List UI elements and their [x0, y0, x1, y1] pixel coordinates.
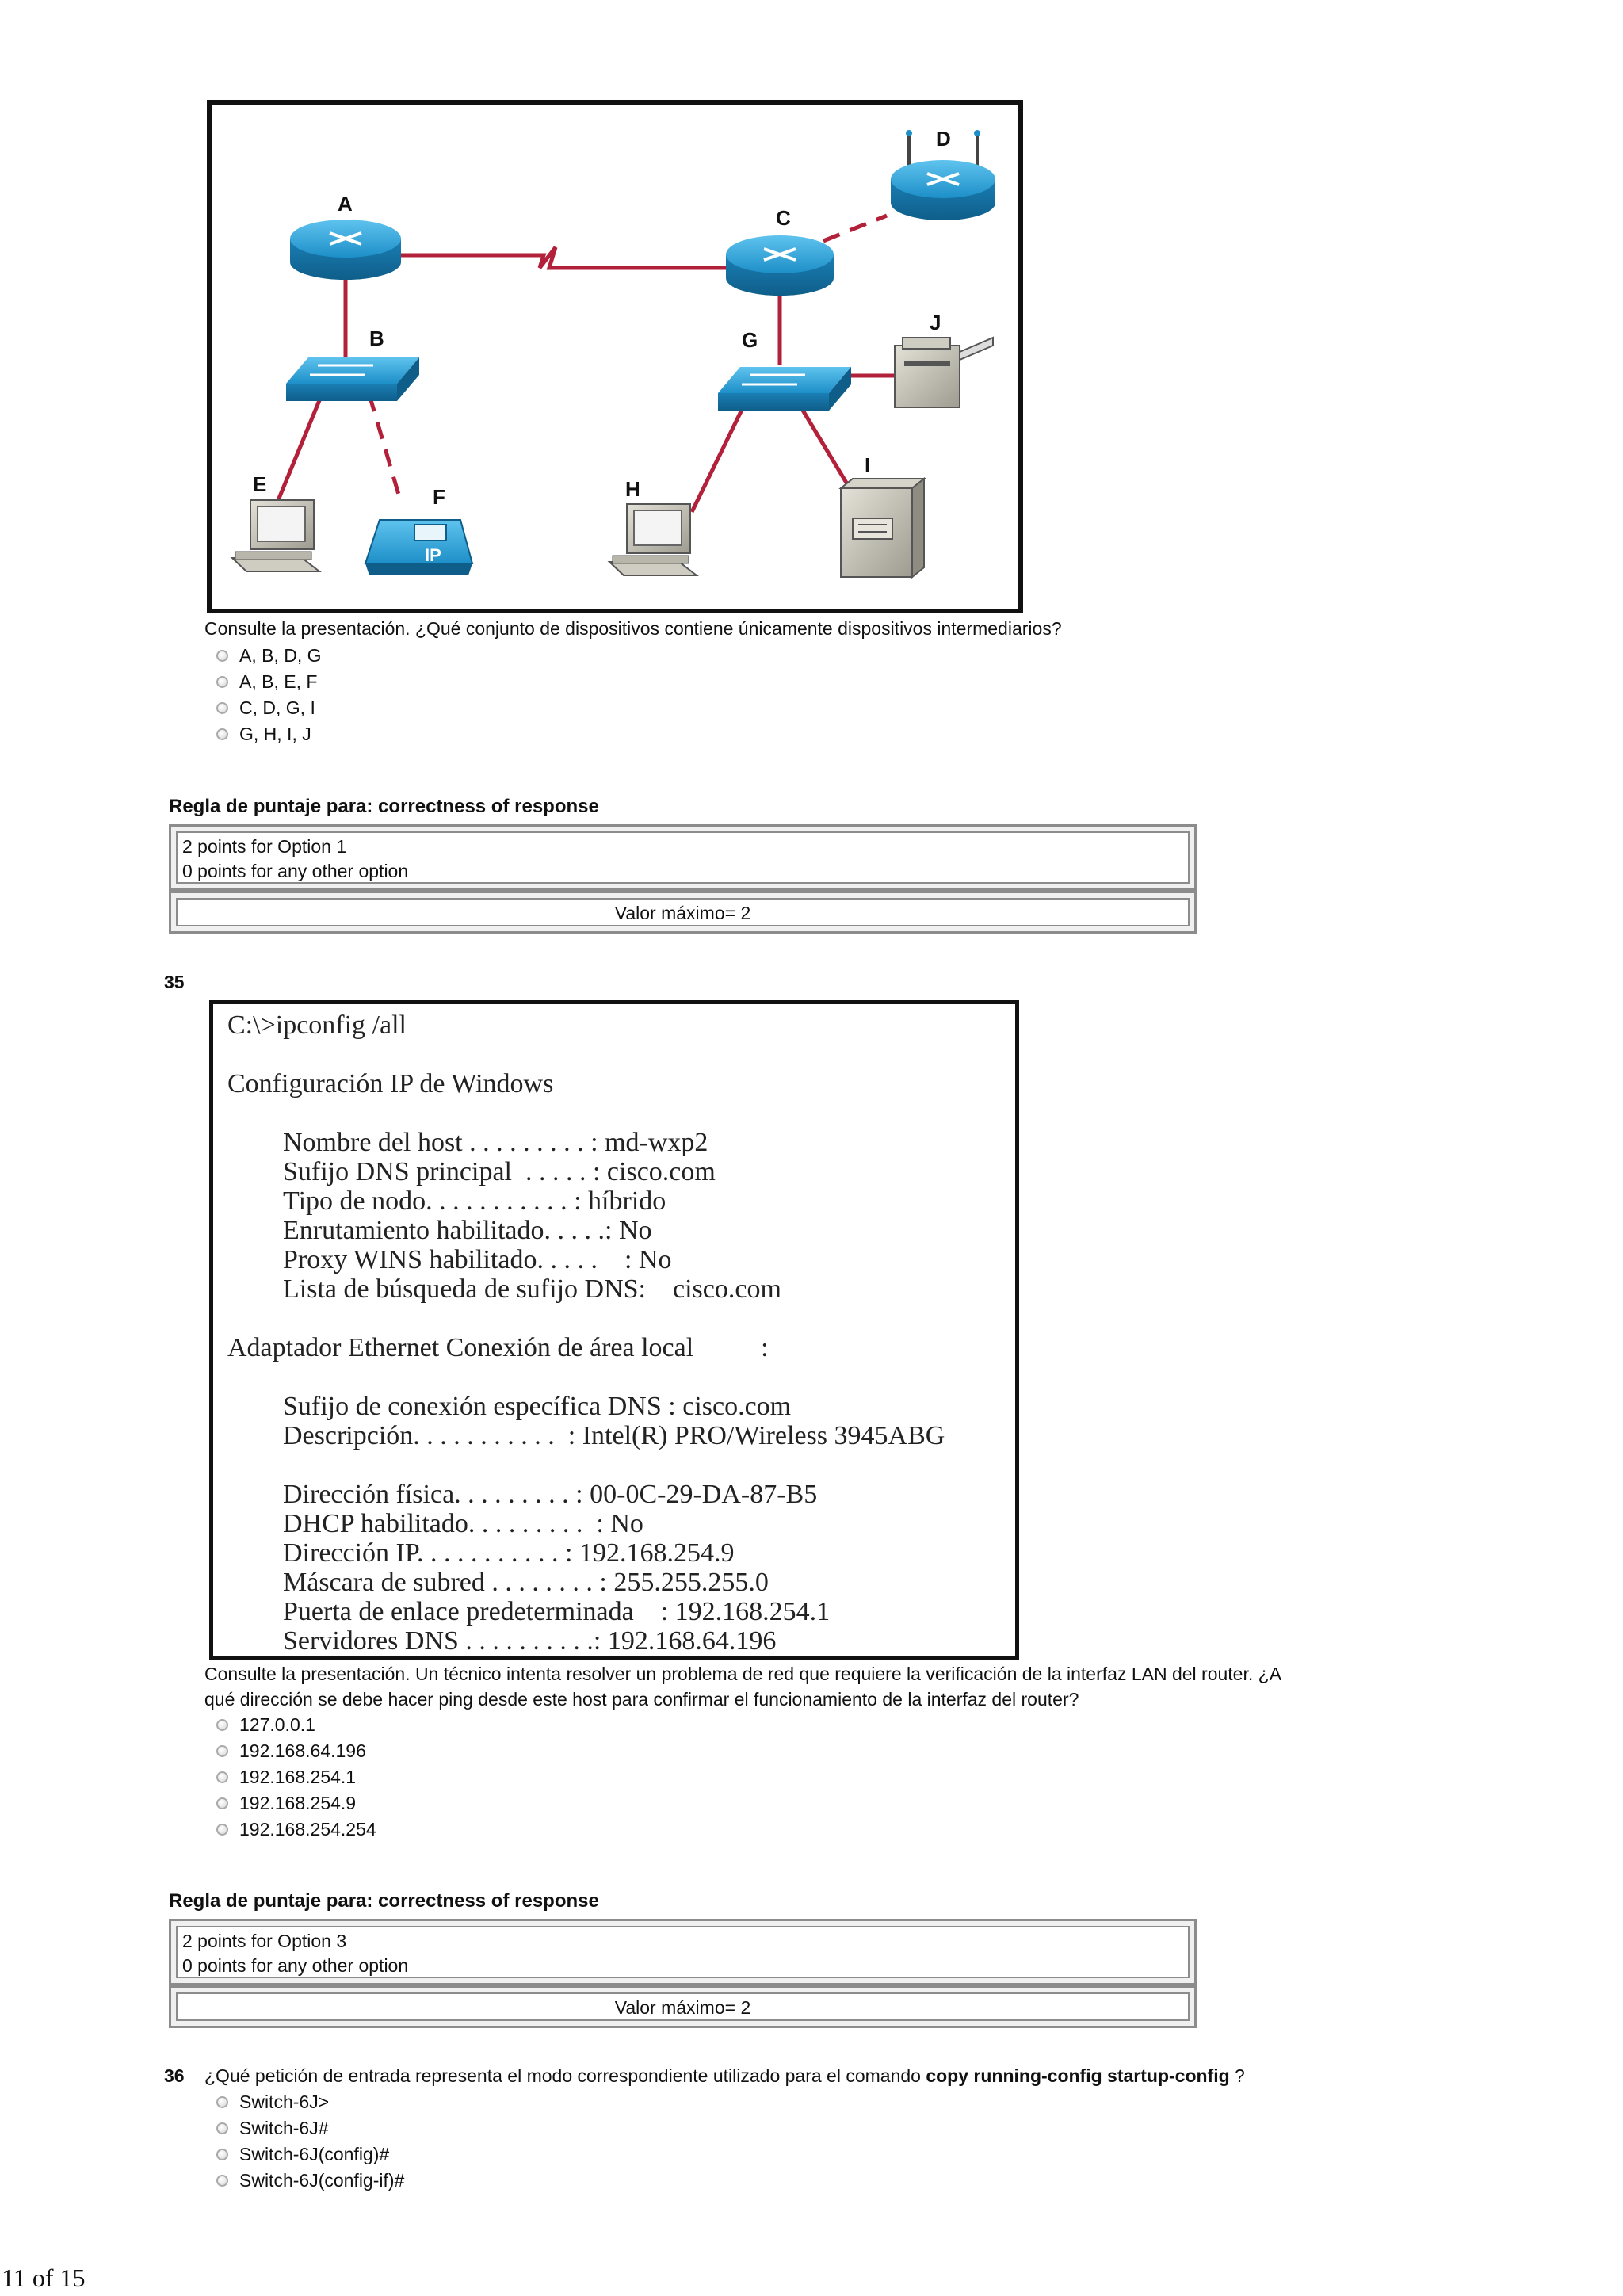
console-line: Enrutamiento habilitado. . . . .: No	[283, 1216, 652, 1245]
radio-button[interactable]	[216, 702, 228, 714]
diagram-label-b: B	[369, 327, 384, 350]
q34-rule-title: Regla de puntaje para: correctness of response	[169, 796, 599, 817]
radio-button[interactable]	[216, 1719, 228, 1731]
radio-button[interactable]	[216, 1745, 228, 1757]
points-line: 0 points for any other option	[182, 1955, 409, 1976]
radio-button[interactable]	[216, 2122, 228, 2134]
console-line: Configuración IP de Windows	[227, 1069, 554, 1098]
q34-question: Consulte la presentación. ¿Qué conjunto de dispositivos contiene únicamente dispositivos intermediarios?	[204, 618, 1062, 639]
q36-option-1[interactable]: Switch-6J>	[216, 2089, 404, 2115]
q35-option-2[interactable]: 192.168.64.196	[216, 1738, 376, 1764]
radio-button[interactable]	[216, 1824, 228, 1836]
points-line: 2 points for Option 3	[182, 1931, 347, 1951]
ip-phone-label: IP	[425, 545, 441, 565]
diagram-label-h: H	[625, 477, 640, 501]
q34-options	[216, 643, 322, 747]
q34-max-box	[169, 891, 1197, 934]
q36-option-2[interactable]: Switch-6J#	[216, 2115, 404, 2141]
radio-button[interactable]	[216, 2149, 228, 2160]
diagram-label-g: G	[742, 328, 758, 352]
q36-options	[216, 2089, 404, 2194]
console-line: Sufijo de conexión específica DNS : cisco.com	[283, 1392, 792, 1421]
diagram-label-i: I	[865, 453, 871, 477]
q34-option-2[interactable]: A, B, E, F	[216, 669, 322, 695]
q34-option-3[interactable]: C, D, G, I	[216, 695, 322, 721]
radio-button[interactable]	[216, 676, 228, 688]
router-c-icon	[726, 235, 834, 296]
diagram-label-d: D	[936, 127, 951, 151]
server-i-icon	[841, 479, 924, 577]
switch-b-icon	[286, 357, 419, 401]
q35-rule-title: Regla de puntaje para: correctness of response	[169, 1890, 599, 1912]
console-line: Proxy WINS habilitado. . . . . : No	[283, 1245, 672, 1274]
console-line: C:\>ipconfig /all	[227, 1010, 407, 1040]
console-line: Dirección física. . . . . . . . . : 00-0C-29-DA-87-B5	[283, 1480, 818, 1509]
switch-g-icon	[718, 367, 851, 411]
points-line: 2 points for Option 1	[182, 836, 347, 857]
q36-option-4[interactable]: Switch-6J(config-if)#	[216, 2168, 404, 2194]
command-text: copy running-config startup-config	[926, 2065, 1230, 2086]
diagram-label-e: E	[253, 472, 267, 496]
radio-button[interactable]	[216, 650, 228, 662]
radio-button[interactable]	[216, 1797, 228, 1809]
radio-button[interactable]	[216, 728, 228, 740]
console-line: Nombre del host . . . . . . . . . : md-wxp2	[283, 1128, 708, 1157]
console-line: Máscara de subred . . . . . . . . : 255.255.255.0	[283, 1568, 769, 1597]
q35-option-5[interactable]: 192.168.254.254	[216, 1817, 376, 1843]
console-line: Servidores DNS . . . . . . . . . .: 192.168.64.196	[283, 1626, 777, 1656]
diagram-label-a: A	[338, 192, 353, 216]
ipconfig-screenshot	[209, 1000, 1019, 1660]
q34-option-4[interactable]: G, H, I, J	[216, 721, 322, 747]
q36-question: ¿Qué petición de entrada representa el modo correspondiente utilizado para el comando copy running-config startup-config ?	[204, 2065, 1245, 2086]
console-line: DHCP habilitado. . . . . . . . . : No	[283, 1509, 643, 1538]
q35-option-4[interactable]: 192.168.254.9	[216, 1790, 376, 1817]
console-line: Adaptador Ethernet Conexión de área local :	[227, 1333, 769, 1362]
radio-button[interactable]	[216, 1771, 228, 1783]
q35-question: Consulte la presentación. Un técnico intenta resolver un problema de red que requiere la verificación de la interfaz LAN del router. ¿A qué dirección se debe hacer ping desde este host para confirmar el funcionamiento de la interfaz del router?	[204, 1664, 1282, 1710]
q35-points-box	[169, 1919, 1197, 1985]
q35-option-1[interactable]: 127.0.0.1	[216, 1712, 376, 1738]
console-line: Lista de búsqueda de sufijo DNS: cisco.com	[283, 1274, 781, 1304]
network-diagram	[207, 100, 1023, 613]
q35-options	[216, 1712, 376, 1843]
q35-max-box	[169, 1985, 1197, 2028]
console-line: Tipo de nodo. . . . . . . . . . . : híbrido	[283, 1186, 666, 1216]
console-line: Puerta de enlace predeterminada : 192.168.254.1	[283, 1597, 831, 1626]
points-line: 0 points for any other option	[182, 861, 409, 881]
q34-option-1[interactable]: A, B, D, G	[216, 643, 322, 669]
console-line: Sufijo DNS principal . . . . . : cisco.com	[283, 1157, 716, 1186]
q34-points-box	[169, 824, 1197, 891]
max-value: Valor máximo= 2	[614, 903, 751, 923]
diagram-label-f: F	[433, 485, 445, 509]
q36-option-3[interactable]: Switch-6J(config)#	[216, 2141, 404, 2168]
ip-phone-f-icon	[365, 520, 472, 575]
radio-button[interactable]	[216, 2175, 228, 2187]
question-number: 35	[164, 972, 185, 992]
radio-button[interactable]	[216, 2096, 228, 2108]
router-a-icon	[290, 220, 401, 280]
diagram-label-j: J	[930, 311, 941, 334]
console-line: Dirección IP. . . . . . . . . . . : 192.168.254.9	[283, 1538, 735, 1568]
question-number: 36	[164, 2065, 185, 2086]
max-value: Valor máximo= 2	[614, 1997, 751, 2018]
q35-option-3[interactable]: 192.168.254.1	[216, 1764, 376, 1790]
diagram-label-c: C	[776, 206, 791, 230]
page-counter: 11 of 15	[2, 2264, 86, 2292]
console-line: Descripción. . . . . . . . . . . : Intel(R) PRO/Wireless 3945ABG	[283, 1421, 945, 1450]
